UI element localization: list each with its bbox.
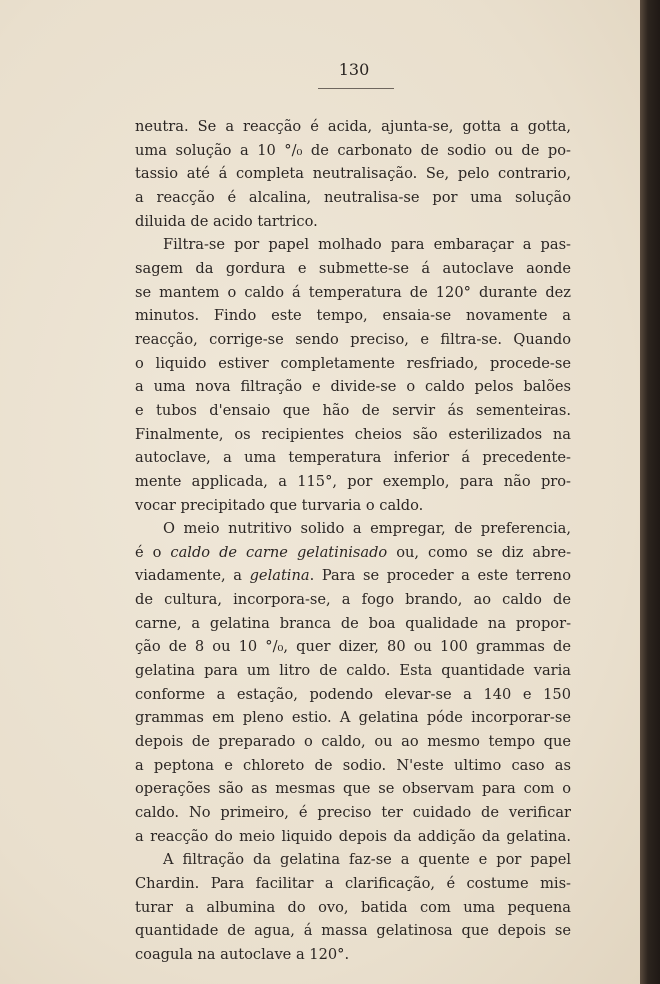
text-run: . Para se proceder a este terreno: [309, 567, 571, 585]
text-run: mente applicada, a 115°, por exemplo, para não pro-: [135, 472, 571, 490]
text-run: reacção, corrige-se sendo preciso, e filtra-se. Quando: [135, 330, 571, 348]
text-line: [135, 257, 571, 281]
text-run: ção de 8 ou 10 °/₀, quer dizer, 80 ou 100 grammas de: [135, 638, 571, 656]
text-line: [135, 352, 571, 376]
text-run: tassio até á completa neutralisação. Se, pelo contrario,: [135, 165, 571, 183]
text-line: [135, 328, 571, 352]
book-edge: [640, 0, 660, 984]
text-line: [135, 896, 571, 920]
text-line: [135, 825, 571, 849]
text-run: depois de preparado o caldo, ou ao mesmo tempo que: [135, 733, 571, 751]
text-line: [135, 754, 571, 778]
text-run: ou, como se diz abre-: [387, 543, 572, 561]
text-line: [135, 210, 571, 234]
text-line: [135, 706, 571, 730]
text-run: A filtração da gelatina faz-se a quente e por papel: [163, 851, 571, 869]
text-line: [135, 872, 571, 896]
text-line: [135, 304, 571, 328]
text-run: minutos. Findo este tempo, ensaia-se novamente a: [135, 307, 571, 325]
text-line: [135, 801, 571, 825]
text-run: diluida de acido tartrico.: [135, 212, 318, 230]
text-run: uma solução a 10 °/₀ de carbonato de sodio ou de po-: [135, 141, 571, 159]
text-line: [135, 683, 571, 707]
text-run: a reacção é alcalina, neutralisa-se por uma solução: [135, 188, 571, 206]
text-run: caldo. No primeiro, é preciso ter cuidado de verificar: [135, 804, 571, 822]
italic-term: gelatina: [249, 567, 310, 585]
text-line: [135, 517, 571, 541]
text-run: de cultura, incorpora-se, a fogo brando, ao caldo de: [135, 591, 571, 609]
text-run: a reacção do meio liquido depois da addição da gelatina.: [135, 827, 571, 845]
text-run: conforme a estação, podendo elevar-se a 140 e 150: [135, 685, 571, 703]
text-run: Finalmente, os recipientes cheios são esterilizados na: [135, 425, 571, 443]
text-run: sagem da gordura e submette-se á autoclave aonde: [135, 259, 571, 277]
text-line: [135, 635, 571, 659]
text-run: coagula na autoclave a 120°.: [135, 945, 350, 963]
text-run: carne, a gelatina branca de boa qualidade na propor-: [135, 614, 571, 632]
text-line: [135, 541, 571, 565]
text-line: [135, 730, 571, 754]
text-line: [135, 943, 571, 967]
text-line: [135, 233, 571, 257]
italic-term: caldo de carne gelatinisado: [170, 543, 388, 561]
text-run: neutra. Se a reacção é acida, ajunta-se, gotta a gotta,: [135, 118, 571, 135]
text-run: vocar precipitado que turvaria o caldo.: [135, 496, 424, 514]
text-line: [135, 139, 571, 163]
text-line: [135, 446, 571, 470]
text-line: [135, 281, 571, 305]
text-run: viadamente, a: [135, 567, 250, 585]
text-run: grammas em pleno estio. A gelatina póde incorporar-se: [135, 709, 571, 727]
text-line: [135, 186, 571, 210]
text-line: [135, 588, 571, 612]
text-run: O meio nutritivo solido a empregar, de preferencia,: [163, 520, 571, 538]
text-line: [135, 777, 571, 801]
header-rule: [318, 88, 394, 89]
text-line: [135, 659, 571, 683]
text-line: [135, 162, 571, 186]
text-line: [135, 494, 571, 518]
text-run: Chardin. Para facilitar a clarificação, é costume mis-: [135, 875, 571, 892]
text-run: é o: [135, 543, 171, 561]
page-number: 130: [338, 60, 370, 79]
text-run: Filtra-se por papel molhado para embaraçar a pas-: [163, 236, 571, 254]
text-run: operações são as mesmas que se observam para com o: [135, 780, 571, 798]
text-run: se mantem o caldo á temperatura de 120° durante dez: [135, 283, 571, 301]
text-line: [135, 375, 571, 399]
text-run: a peptona e chloreto de sodio. N'este ultimo caso as: [135, 756, 571, 774]
text-run: o liquido estiver completamente resfriado, procede-se: [135, 354, 571, 372]
text-line: [135, 919, 571, 943]
text-line: [135, 399, 571, 423]
text-line: [135, 470, 571, 494]
text-line: [135, 848, 571, 872]
text-line: [135, 423, 571, 447]
text-run: autoclave, a uma temperatura inferior á precedente-: [135, 449, 571, 467]
text-line: [135, 564, 571, 588]
text-run: a uma nova filtração e divide-se o caldo pelos balões: [135, 378, 571, 396]
body-text: [135, 115, 571, 967]
text-line: [135, 115, 571, 139]
text-run: e tubos d'ensaio que hão de servir ás sementeiras.: [135, 401, 571, 419]
text-run: quantidade de agua, á massa gelatinosa que depois se: [135, 922, 571, 940]
text-run: gelatina para um litro de caldo. Esta quantidade varia: [135, 662, 571, 680]
text-line: [135, 612, 571, 636]
text-run: turar a albumina do ovo, batida com uma pequena: [135, 898, 571, 916]
